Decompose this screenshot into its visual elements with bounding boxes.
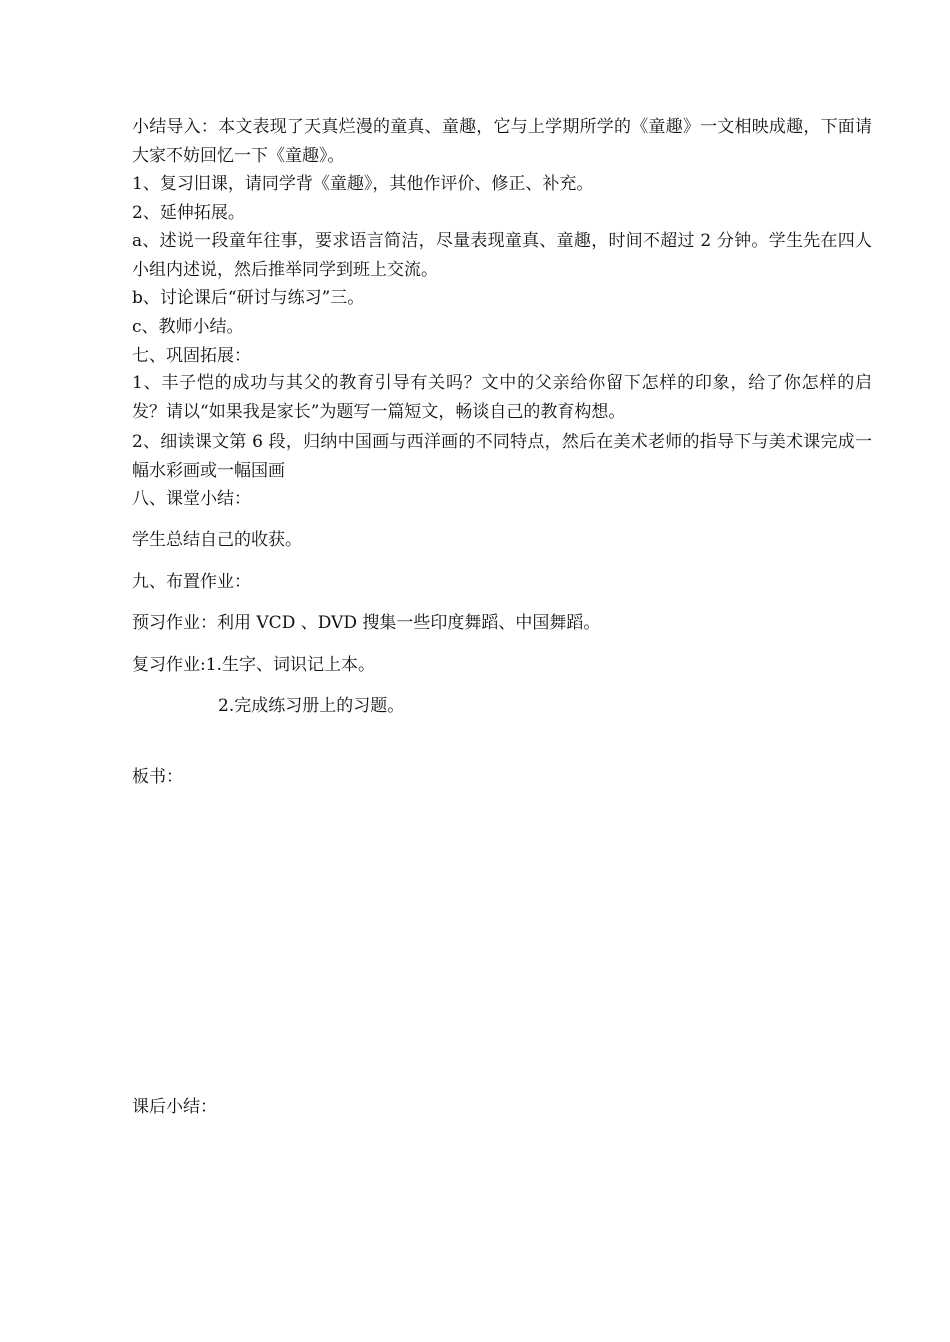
section8-body: 学生总结自己的收获。 — [132, 530, 302, 550]
board-label: 板书： — [132, 767, 183, 787]
section9-heading: 九、布置作业： — [132, 572, 251, 592]
extend-heading: 2、延伸拓展。 — [132, 203, 245, 223]
homework-review-2: 2.完成练习册上的习题。 — [218, 696, 405, 716]
item-b: b、讨论课后“研讨与练习”三。 — [132, 288, 365, 308]
section7-item2-paragraph: 2、细读课文第 6 段，归纳中国画与西洋画的不同特点，然后在美术老师的指导下与美术课完成一幅水彩画或一幅国画 — [132, 432, 872, 481]
review-item: 1、复习旧课，请同学背《童趣》，其他作评价、修正、补充。 — [132, 174, 594, 194]
section7-item1-paragraph: 1、丰子恺的成功与其父的教育引导有关吗？文中的父亲给你留下怎样的印象，给了你怎样的启发？请以“如果我是家长”为题写一篇短文，畅谈自己的教育构想。 — [132, 373, 872, 422]
section8-heading: 八、课堂小结： — [132, 489, 251, 509]
after-class-label: 课后小结： — [132, 1097, 217, 1117]
homework-review-1: 复习作业:1.生字、词识记上本。 — [132, 655, 375, 675]
item-a-paragraph: a、述说一段童年往事，要求语言简洁，尽量表现童真、童趣，时间不超过 2 分钟。学生先在四人小组内述说，然后推举同学到班上交流。 — [132, 231, 872, 280]
homework-preview: 预习作业：利用 VCD 、DVD 搜集一些印度舞蹈、中国舞蹈。 — [132, 613, 601, 633]
section7-heading: 七、巩固拓展： — [132, 346, 251, 366]
item-c: c、教师小结。 — [132, 317, 244, 337]
intro-paragraph: 小结导入：本文表现了天真烂漫的童真、童趣，它与上学期所学的《童趣》一文相映成趣，下面请大家不妨回忆一下《童趣》。 — [132, 117, 872, 166]
